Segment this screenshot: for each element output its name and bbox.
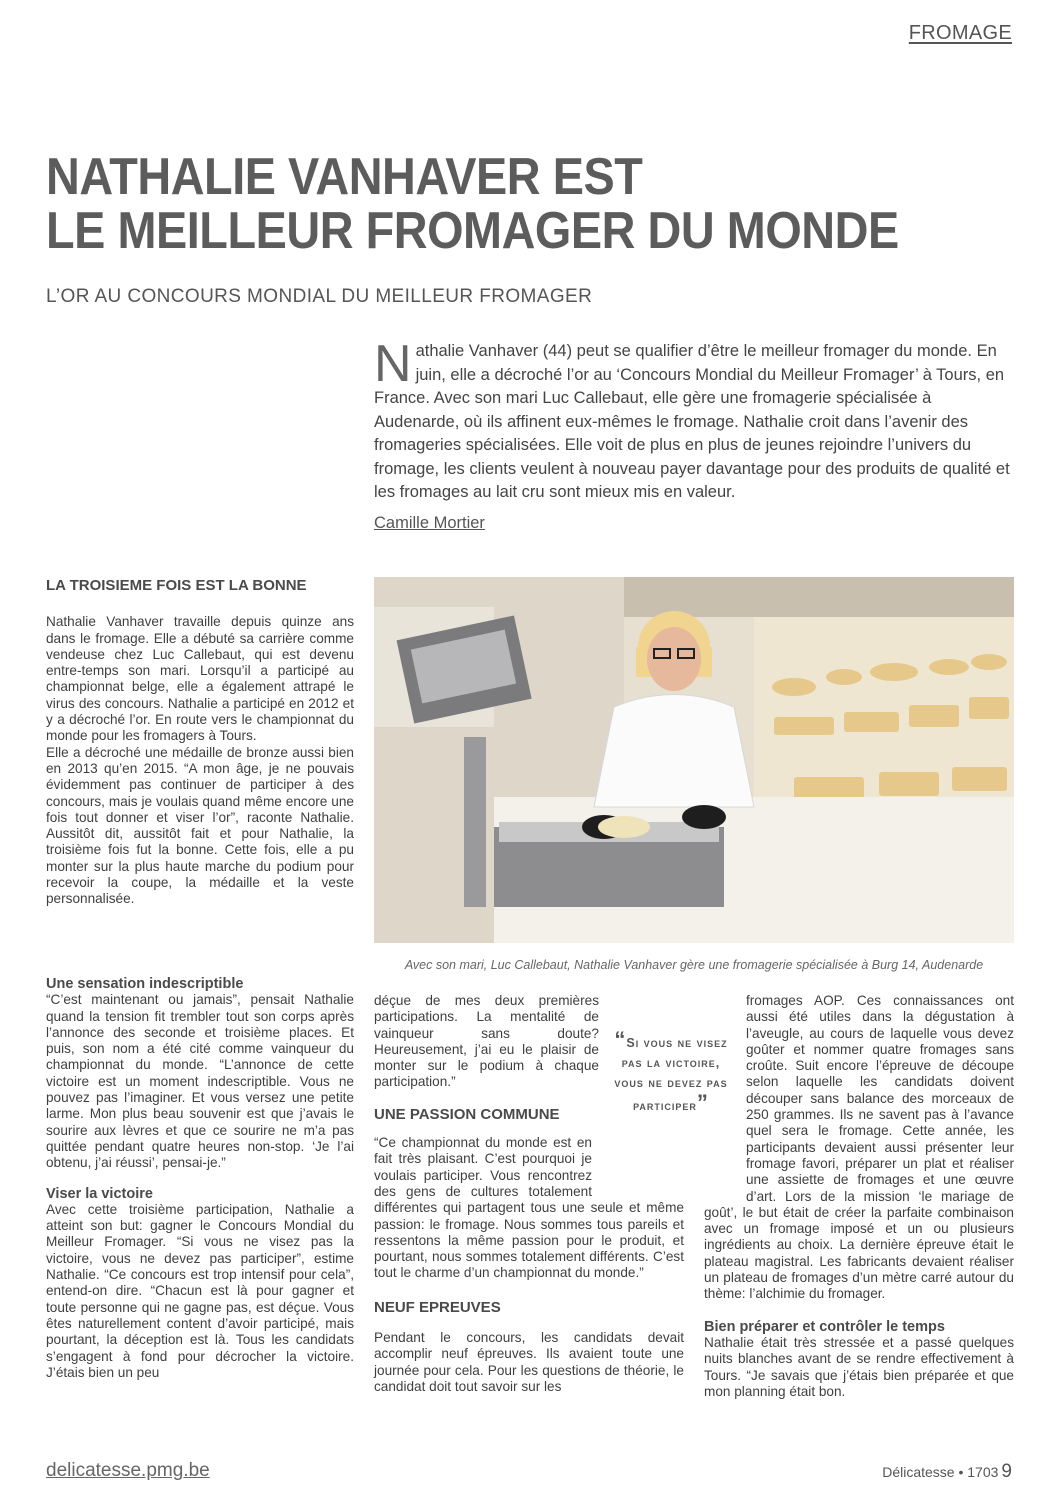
article-column-1-bottom xyxy=(46,976,354,1381)
pull-quote-text: Si vous ne visez pas la victoire, vous ne devez pas participer xyxy=(614,1036,728,1113)
article-subtitle: L’OR AU CONCOURS MONDIAL DU MEILLEUR FROMAGER xyxy=(46,286,593,307)
subsection-heading: Bien préparer et contrôler le temps xyxy=(704,1318,945,1335)
footer-website-link[interactable]: delicatesse.pmg.be xyxy=(46,1460,210,1481)
page-number: 9 xyxy=(1001,1461,1012,1482)
headline-line-1: NATHALIE VANHAVER EST xyxy=(46,148,643,206)
close-quote-mark: ” xyxy=(696,1090,709,1115)
photo-illustration xyxy=(374,577,1014,943)
article-headline xyxy=(46,150,910,258)
intro-text: athalie Vanhaver (44) peut se qualifier d’être le meilleur fromager du monde. En juin, elle a décroché l’or au ‘Concours Mondial du Meilleur Fromager’ à Tours, en France. Avec son mari Luc Callebaut, elle gère une fromagerie spécialisée à Audenarde, où ils affinent eux-mêmes le fromage. Nathalie croit dans l’avenir des fromageries spécialisées. Elle voit de plus en plus de jeunes rejoindre l’univers du fromage, les clients veulent à nouveau payer davantage pour des produits de qualité et les fromages au lait cru sont mieux mis en valeur. xyxy=(374,342,1010,501)
drop-cap: N xyxy=(374,335,412,393)
intro-paragraph xyxy=(374,335,1014,505)
subsection-heading: Viser la victoire xyxy=(46,1185,153,1202)
body-paragraph: Nathalie était très stressée et a passé quelques nuits blanches avant de se rendre effectivement à Tours. “Je savais que j’étais bien préparée et que mon planning était bon. xyxy=(704,1334,1014,1399)
article-column-1-top xyxy=(46,578,354,908)
body-paragraph: “C’est maintenant ou jamais”, pensait Nathalie quand la tension fit trembler tout son corps après l’annonce des seconde et troisième places. Et puis, son nom a été cité comme vainqueur du championnat du monde. “L’annonce de cette victoire est un moment indescriptible. Vous ne pouvez pas l’imaginer. Et vous versez une petite larme. Mon plus beau souvenir est que j’avais le sourire aux lèvres et que ce sourire ne m’a pas quittée pendant quatre heures non-stop. ‘Je l’ai obtenu, j’ai réussi’, pensai-je.” xyxy=(46,992,354,1171)
headline-line-2: LE MEILLEUR FROMAGER DU MONDE xyxy=(46,202,899,260)
magazine-issue: Délicatesse • 1703 xyxy=(882,1464,999,1480)
section-heading: UNE PASSION COMMUNE xyxy=(374,1105,560,1123)
body-paragraph: fromages AOP. Ces connaissances ont aussi été utiles dans la dégustation à l’aveugle, au cours de laquelle vous devez goûter et nommer quatre fromages sans croûte. Suit encore l’épreuve de découpe selon laquelle les candidats doivent découper sans balance des morceaux de 250 grammes. Ils ne savent pas à l’avance quel sera le fromage. Cette année, les participants devaient aussi présenter leur fromage favori, préparer un plat et réaliser une assiette de fromages et une œuvre d’art. Lors de la mission ‘le mariage de goût’, le but était de créer la parfaite combinaison avec un fromage imposé et un ou plusieurs ingrédients au choix. La dernière épreuve était le plateau magistral. Les fabricants devaient réaliser un plateau de fromages d’un mètre carré autour du thème: l’alchimie du fromager. xyxy=(704,993,1014,1302)
body-paragraph: Elle a décroché une médaille de bronze aussi bien en 2013 qu’en 2015. “A mon âge, je ne pouvais évidemment pas continuer de participer à des concours, mais je voulais quand même encore une fois tout donner et viser l’or”, raconte Nathalie. Aussitôt dit, aussitôt fait et pour Nathalie, la troisième fois fut la bonne. Cette fois, elle a pu monter sur la plus haute marche du podium pour recevoir la coupe, la médaille et la veste personnalisée. xyxy=(46,744,354,907)
author-byline: Camille Mortier xyxy=(374,514,485,532)
body-paragraph: déçue de mes deux premières participations. La mentalité de vainqueur sans doute? Heureusement, j’ai eu le plaisir de monter sur le podium à chaque participation.” xyxy=(374,993,599,1090)
section-tag: FROMAGE xyxy=(908,22,1012,44)
subsection-heading: Une sensation indescriptible xyxy=(46,976,244,992)
body-paragraph: Pendant le concours, les candidats devait accomplir neuf épreuves. Ils avaient toute une journée pour cela. Pour les questions de théorie, le candidat doit tout savoir sur les xyxy=(374,1330,684,1394)
photo-caption: Avec son mari, Luc Callebaut, Nathalie Vanhaver gère une fromagerie spécialisée à Burg 14, Audenarde xyxy=(404,958,984,972)
open-quote-mark: “ xyxy=(614,1027,627,1052)
section-heading: NEUF EPREUVES xyxy=(374,1298,501,1316)
section-heading: LA TROISIEME FOIS EST LA BONNE xyxy=(46,577,307,594)
cheesemonger-photo xyxy=(374,577,1014,943)
body-paragraph: Nathalie Vanhaver travaille depuis quinze ans dans le fromage. Elle a débuté sa carrière comme vendeuse chez Luc Callebaut, qui est devenu entre-temps son mari. Lorsqu’il a participé au championnat belge, elle a également attrapé le virus des concours. Nathalie a participé en 2012 et y a décroché l’or. En route vers le championnat du monde pour les fromagers à Tours. xyxy=(46,614,354,744)
article-column-3 xyxy=(704,993,1014,1400)
footer-page-info xyxy=(882,1461,1012,1483)
body-paragraph: Avec cette troisième participation, Nathalie a atteint son but: gagner le Concours Mondial du Meilleur Fromager. “Si vous ne visez pas la victoire, vous ne devez pas participer”, estime Nathalie. “Ce concours est trop intensif pour cela”, entend-on dire. “Chacun est là pour gagner et toute personne qui ne gagne pas, est déçue. Vous êtes naturellement content d’avoir participé, mais pourtant, la déception est là. Tous les candidats s’engagent à fond pour décrocher la victoire. J’étais bien un peu xyxy=(46,1201,354,1380)
body-paragraph: “Ce championnat du monde est en fait très plaisant. C’est pourquoi je voulais participer. Vous rencontrez des gens de cultures totalement différentes qui partagent tous une seule et même passion: le fromage. Nous sommes tous pareils et ressentons la même passion pour le produit, et pourtant, nous sommes totalement différents. C’est tout le charme d’un championnat du monde.” xyxy=(374,1135,684,1281)
